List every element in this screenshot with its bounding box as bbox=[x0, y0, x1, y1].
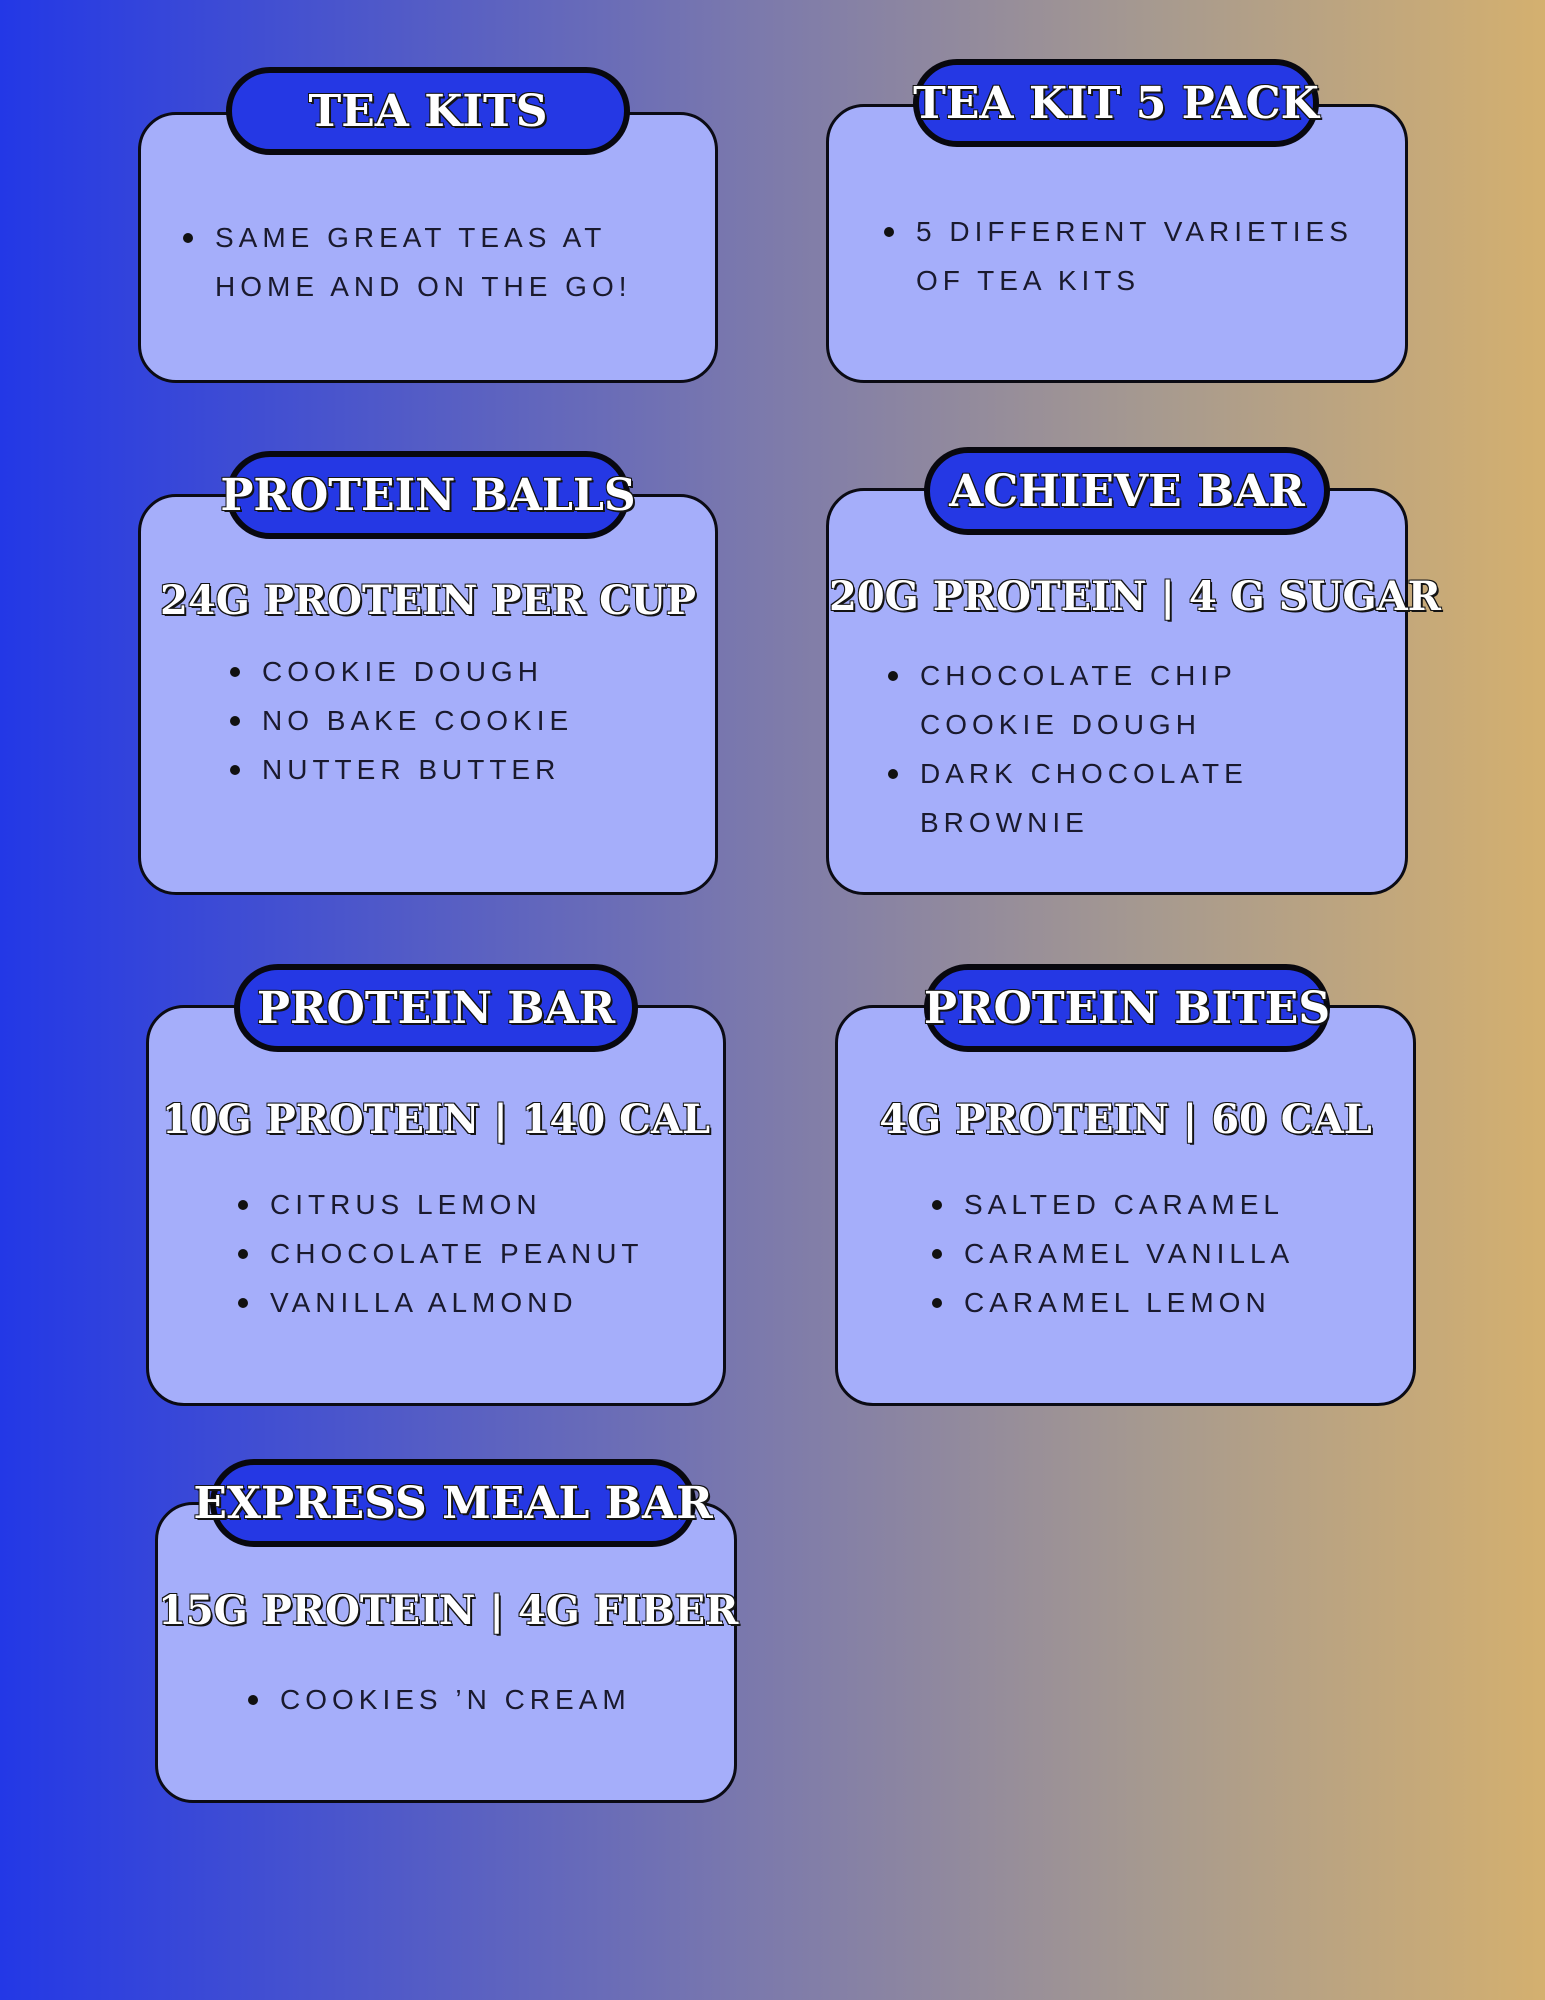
express-meal-bar-list bbox=[244, 1675, 631, 1724]
list-item bbox=[884, 749, 1248, 847]
list-item bbox=[179, 213, 632, 311]
express-meal-bar-subtitle: 15G PROTEIN | 4G FIBER bbox=[158, 1587, 739, 1634]
tea-kits-list bbox=[179, 213, 632, 311]
achieve-bar-subtitle: 20G PROTEIN | 4 G SUGAR bbox=[829, 573, 1441, 620]
list-item: NUTTER BUTTER bbox=[226, 745, 573, 794]
list-item: NO BAKE COOKIE bbox=[226, 696, 573, 745]
list-item: CITRUS LEMON bbox=[234, 1180, 644, 1229]
list-item: SALTED CARAMEL bbox=[928, 1180, 1294, 1229]
tea-kit-5-pack-list bbox=[880, 207, 1353, 305]
list-item bbox=[880, 207, 1353, 305]
list-item-line: OF TEA KITS bbox=[916, 265, 1141, 296]
achieve-bar-list bbox=[884, 651, 1248, 847]
card-protein-bar bbox=[146, 1005, 726, 1406]
list-item: CARAMEL VANILLA bbox=[928, 1229, 1294, 1278]
list-item: VANILLA ALMOND bbox=[234, 1278, 644, 1327]
protein-bites-list bbox=[928, 1180, 1294, 1327]
protein-bites-subtitle: 4G PROTEIN | 60 CAL bbox=[879, 1096, 1372, 1143]
list-item-line: BROWNIE bbox=[920, 807, 1089, 838]
protein-bar-list bbox=[234, 1180, 644, 1327]
protein-bar-subtitle: 10G PROTEIN | 140 CAL bbox=[161, 1096, 711, 1143]
tea-kit-5-pack-title: TEA KIT 5 PACK bbox=[913, 59, 1319, 147]
card-achieve-bar bbox=[826, 488, 1441, 895]
card-protein-balls bbox=[138, 494, 718, 895]
list-item: COOKIE DOUGH bbox=[226, 647, 573, 696]
express-meal-bar-title: EXPRESS MEAL BAR bbox=[210, 1459, 696, 1547]
protein-balls-title: PROTEIN BALLS bbox=[226, 451, 630, 539]
protein-balls-list bbox=[226, 647, 573, 794]
card-express-meal-bar bbox=[155, 1502, 737, 1803]
card-protein-bites bbox=[835, 1005, 1416, 1406]
list-item: CARAMEL LEMON bbox=[928, 1278, 1294, 1327]
list-item bbox=[884, 651, 1248, 749]
protein-bites-title: PROTEIN BITES bbox=[924, 964, 1330, 1052]
list-item-line: DARK CHOCOLATE bbox=[920, 758, 1248, 789]
tea-kits-title: TEA KITS bbox=[226, 67, 630, 155]
achieve-bar-title: ACHIEVE BAR bbox=[924, 447, 1330, 535]
list-item-line: CHOCOLATE CHIP bbox=[920, 660, 1237, 691]
protein-balls-subtitle: 24G PROTEIN PER CUP bbox=[160, 577, 696, 624]
list-item-line: HOME AND ON THE GO! bbox=[215, 271, 632, 302]
list-item-line: 5 DIFFERENT VARIETIES bbox=[916, 216, 1353, 247]
protein-bar-title: PROTEIN BAR bbox=[234, 964, 638, 1052]
list-item-line: COOKIE DOUGH bbox=[920, 709, 1201, 740]
list-item: CHOCOLATE PEANUT bbox=[234, 1229, 644, 1278]
list-item: COOKIES ’N CREAM bbox=[244, 1675, 631, 1724]
list-item-line: SAME GREAT TEAS AT bbox=[215, 222, 607, 253]
